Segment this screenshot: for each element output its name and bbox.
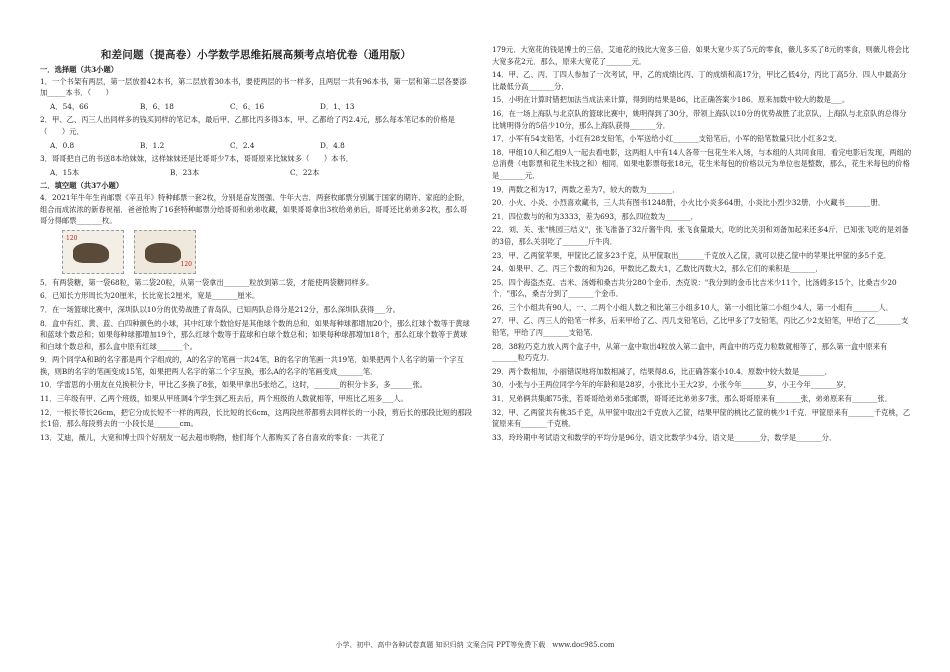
question-29: 29．两个数相加，小丽错误地将加数相减了，结果得8.6，比正确答案小10.4．原数中较大数是_______． (492, 366, 832, 376)
question-30: 30．小张与小王两位同学今年的年龄和是28岁，小张比小王大2岁，小张今年_______岁，小王今年_______岁． (492, 380, 851, 390)
question-3: 3．哥哥把自己的书送8本给妹妹，这样妹妹还是比哥哥少7本，哥哥原来比妹妹多（ ）本书． (40, 154, 354, 164)
question-31: 31．兄弟俩共集邮75张，若哥哥给弟弟5张邮票，哥哥还比弟弟多7张，那么哥哥原来有_______张，弟弟原来有_______张． (492, 394, 892, 404)
question-27: 27．甲、乙、丙三人的铅笔一样多，后来甲给了乙、丙几支铅笔后，乙比甲多了7支铅笔，丙比乙少2支铅笔，甲给了乙_______支铅笔，甲给了丙_______支铅笔． (492, 316, 909, 338)
option: D．1、13 (320, 101, 355, 111)
question-13: 13．艾迪，薇儿，大宽和博士四个好朋友一起去超市购物，他们每个人都购买了各自喜欢的零食：一共花了 (40, 432, 385, 442)
question-13-continued: 179元．大宽花的钱是博士的三倍，艾迪花的钱比大宽多三倍．如果大宽少买了5元的零食，薇儿多买了8元的零食，则薇儿将会比大宽多花2元．那么，原来大宽花了_______元． (492, 45, 910, 66)
question-11: 11．三年级有甲、乙两个班级，如果从甲班调4个学生到乙班去后，两个班级的人数就相等，甲班比乙班多___人。 (40, 394, 408, 404)
question-22: 22．刘、关、张"桃园三结义"，张飞准备了32斤酱牛肉．张飞食量最大，吃的比关羽和刘备加起来还多4斤．已知张飞吃的是刘备的3倍，那么关羽吃了_______斤牛肉． (492, 225, 909, 246)
option: C．22本 (290, 167, 320, 177)
option: B．23本 (170, 167, 200, 177)
question-6: 6．已知长方形周长为20厘米，长比宽长2厘米，宽是_______厘米。 (40, 291, 260, 301)
page-footer: 小学、初中、高中各种试卷真题 知识归纳 文案合同 PPT等免费下载 www.doc985.com (335, 641, 615, 649)
question-14: 14．甲、乙、丙、丁四人参加了一次考试，甲、乙的成绩比丙、丁的成绩和高17分，甲比乙低4分，丙比丁高5分．四人中最高分比最低分高_______分． (492, 70, 907, 91)
question-15: 15．小明在计算时错把加法当成法来计算，得到的结果是86，比正确答案少186．原来加数中较大的数是___。 (492, 95, 850, 105)
question-12: 12．一根长带长26cm，把它分成长短不一样的两段，长比短的长6cm，这两段丝带都剪去同样长的一小段，剪后长的那段比短的那段长1倍．那么每段剪去的一小段长是_______cm。 (40, 407, 472, 429)
section-heading-fill: 二．填空题（共37小题） (40, 181, 124, 191)
option: B．1.2 (140, 140, 165, 150)
question-2: 2．甲、乙、丙三人出同样多的钱买同样的笔记本，最后甲、乙都比丙多得3本，甲、乙都给了丙2.4元，那么每本笔记本的价格是（ ）元． (40, 115, 455, 136)
question-1-options (50, 101, 472, 113)
question-20: 20．小火、小炎、小烈喜欢藏书，三人共有图书1248册，小火比小炎多64册，小炎比小烈少32册．小火藏书_______册． (492, 198, 886, 208)
option: A．0.8 (50, 140, 75, 150)
stamp-value: 120 (180, 261, 192, 269)
page-title: 和差问题（提高卷）小学数学思维拓展高频考点培优卷（通用版） (100, 49, 412, 61)
question-7: 7．在一场篮球比赛中，深圳队以10分的优势战胜了青岛队，已知两队总得分是212分，那么深圳队获得___分。 (40, 304, 400, 314)
ox-icon (145, 243, 181, 263)
question-1: 1．一个书架有两层，第一层放着42本书，第二层放着30本书，要使两层的书一样多，且两层一共有96本书，第一层和第二层各要添加_____本书．（ ） (40, 76, 467, 98)
question-2-options (50, 140, 472, 152)
question-9: 9．两个同学A和B的名字都是两个字组成的，A的名字的笔画一共24笔，B的名字的笔画一共19笔．如果把两个人名字的第一个字互换，则B的名字的笔画变成15笔，如果把两人名字的第二个字互换，那么A的名字的笔画变成_______笔． (40, 355, 464, 376)
question-8: 8．盒中有红、黄、蓝、白四种颜色的小球，其中红球个数恰好是其他球个数的总和．如果每种球都增加20个，那么红球个数等于黄球和蓝球个数总和；如果每种球都增加19个，那么红球个数等于蓝球和白球个数总和；如果每种球都增加18个，那么红球个数等于黄球和白球个数总和，那么盒中原有红球_______个。 (40, 318, 470, 351)
question-4: 4．2021年牛年生肖邮票《辛丑年》特种邮票一套2枚，分别是奋发图强、牛年大吉．两套枚邮票分别属于国家的期许、家庭的企盼，组合而成浓浓的新春祝福．爸爸抢购了16套特种邮票分给哥哥和弟弟收藏，如果哥哥拿出3枚给弟弟后，哥哥还比弟弟多2枚，那么哥哥分得邮票_______枚。 (40, 192, 470, 226)
stamp-images (62, 230, 472, 274)
stamp-image (62, 230, 124, 274)
question-25: 25．四个海盗杰克、吉米、汤姆和桑吉共分280个金币．杰克说："我分到的金币比吉米少11个，比汤姆多15个，比桑吉少20个．"那么，桑吉分到了_______个金币． (492, 277, 897, 299)
option: A．15本 (50, 167, 80, 177)
question-16: 16．在一场上海队与北京队的篮球比赛中，姚明得到了30分，带领上海队以10分的优势战胜了北京队，上海队与北京队的总得分比姚明得分的5倍少10分，那么上海队获得_______分． (492, 108, 907, 130)
question-19: 19．两数之和为17，两数之差为7，较大的数为_______． (492, 184, 680, 194)
question-33: 33．玲玲期中考试语文和数学的平均分是96分，语文比数学少4分，语文是_______分，数学是_______分． (492, 432, 837, 442)
question-32: 32．甲、乙两筐共有桃35千克，从甲筐中取出2千克放入乙筐，结果甲筐的桃比乙筐的桃少1千克．甲筐原来有_______千克桃，乙筐原来有_______千克桃． (492, 407, 911, 429)
question-5: 5．有两袋糖，第一袋68粒，第二袋20粒，从第一袋拿出_______粒放到第二袋，才能使两袋糖同样多。 (40, 277, 374, 287)
question-26: 26．三个小组共有90人，一、二两个小组人数之和比第三小组多10人，第一小组比第二小组少4人，第一小组有_______人． (492, 302, 893, 312)
ox-icon (73, 243, 109, 263)
question-18: 18．甲组10人和乙组9人一起去看电影，这两组人中有14人各带一包花生米入场，与本组的人共同食用．看完电影后发现，两组的总消费（电影票和花生米钱之和）相同．如果电影票每张18元，花生米每包的价格以元为单位也是整数，那么，花生米每包的价格是_______元． (492, 147, 912, 180)
stamp-value: 120 (66, 234, 78, 242)
option: C．6、16 (230, 101, 265, 111)
question-24: 24．如果甲、乙、丙三个数的和为26，甲数比乙数大1，乙数比丙数大2，那么它们的乘积是_______． (492, 264, 823, 274)
question-10: 10．学雷思的小朋友在兑换积分卡，甲比乙多换了8张，如果甲拿出5张给乙，这时，_______的积分卡多，多______张。 (40, 380, 428, 390)
stamp-image (134, 230, 196, 274)
option: B．6、18 (140, 101, 174, 111)
question-3-options (50, 167, 472, 179)
option: C．2.4 (230, 140, 255, 150)
option: D．4.8 (320, 140, 345, 150)
question-23: 23．甲、乙两筐苹果，甲筐比乙筐多23千克，从甲筐取出_______千克放入乙筐，就可以使乙筐中的苹果比甲筐的多5千克． (492, 250, 891, 260)
question-21: 21．四位数与的和为3333，差为693，那么四位数为_______． (492, 211, 698, 221)
section-heading-choice: 一．选择题（共3小题） (40, 65, 119, 74)
left-column (40, 62, 472, 445)
right-column (492, 44, 912, 445)
option: A．54、66 (50, 101, 89, 111)
question-17: 17．小军有54支铅笔，小红有28支铅笔，小军送给小红_______支铅笔后，小军的铅笔数量只比小红多2支． (492, 134, 842, 144)
question-28: 28．38粒巧克力放入两个盒子中，从第一盒中取出4粒放入第二盒中，两盒中的巧克力粒数就相等了，那么第一盒中原来有_______粒巧克力． (492, 341, 888, 363)
